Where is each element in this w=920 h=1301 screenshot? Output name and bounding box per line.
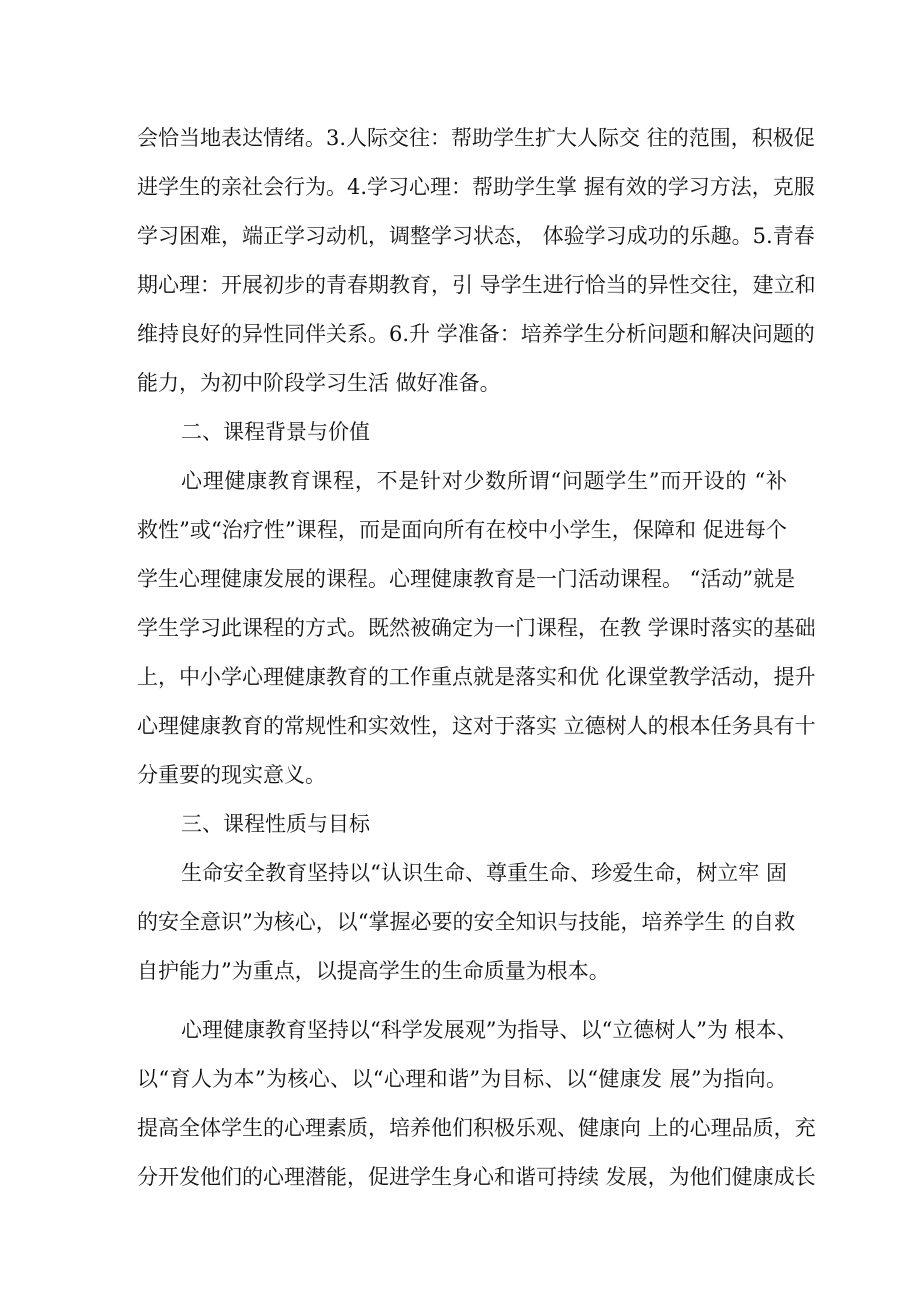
text-line: 能力，为初中阶段学习生活 做好准备。	[137, 371, 501, 395]
text-line: 进学生的亲社会行为。4.学习心理：帮助学生掌 握有效的学习方法，克服	[137, 175, 815, 199]
section-heading: 二、课程背景与价值	[181, 420, 370, 444]
paragraph-first-line: 心理健康教育课程，不是针对少数所谓“问题学生”而开设的 “补	[181, 469, 787, 493]
text-line: 以“育人为本”为核心、以“心理和谐”为目标、以“健康发 展”为指向。	[137, 1067, 787, 1091]
section-heading: 三、课程性质与目标	[181, 812, 370, 836]
text-line: 救性”或“治疗性”课程，而是面向所有在校中小学生，保障和 促进每个	[137, 518, 787, 542]
paragraph-first-line: 生命安全教育坚持以“认识生命、尊重生命、珍爱生命，树立牢 固	[181, 861, 787, 885]
text-line: 会恰当地表达情绪。3.人际交往：帮助学生扩大人际交 往的范围，积极促	[137, 126, 815, 150]
text-line: 分重要的现实意义。	[137, 763, 326, 787]
text-line: 期心理：开展初步的青春期教育，引 导学生进行恰当的异性交往，建立和	[137, 273, 816, 297]
text-line: 心理健康教育的常规性和实效性，这对于落实 立德树人的根本任务具有十	[137, 714, 816, 738]
text-line: 分开发他们的心理潜能，促进学生身心和谐可持续 发展，为他们健康成长	[137, 1165, 816, 1189]
text-line: 学生学习此课程的方式。既然被确定为一门课程，在教 学课时落实的基础	[137, 616, 816, 640]
text-line: 的安全意识”为核心，以“掌握必要的安全知识与技能，培养学生 的自救	[137, 910, 796, 934]
text-line: 学习困难，端正学习动机，调整学习状态， 体验学习成功的乐趣。5.青春	[137, 224, 815, 248]
text-line: 提高全体学生的心理素质，培养他们积极乐观、健康向 上的心理品质，充	[137, 1116, 816, 1140]
paragraph-first-line: 心理健康教育坚持以“科学发展观”为指导、以“立德树人”为 根本、	[181, 1018, 798, 1042]
text-line: 自护能力”为重点，以提高学生的生命质量为根本。	[137, 959, 610, 983]
text-line: 上，中小学心理健康教育的工作重点就是落实和优 化课堂教学活动，提升	[137, 665, 816, 689]
text-line: 学生心理健康发展的课程。心理健康教育是一门活动课程。 “活动”就是	[137, 567, 796, 591]
text-line: 维持良好的异性同伴关系。6.升 学准备：培养学生分析问题和解决问题的	[137, 322, 815, 346]
